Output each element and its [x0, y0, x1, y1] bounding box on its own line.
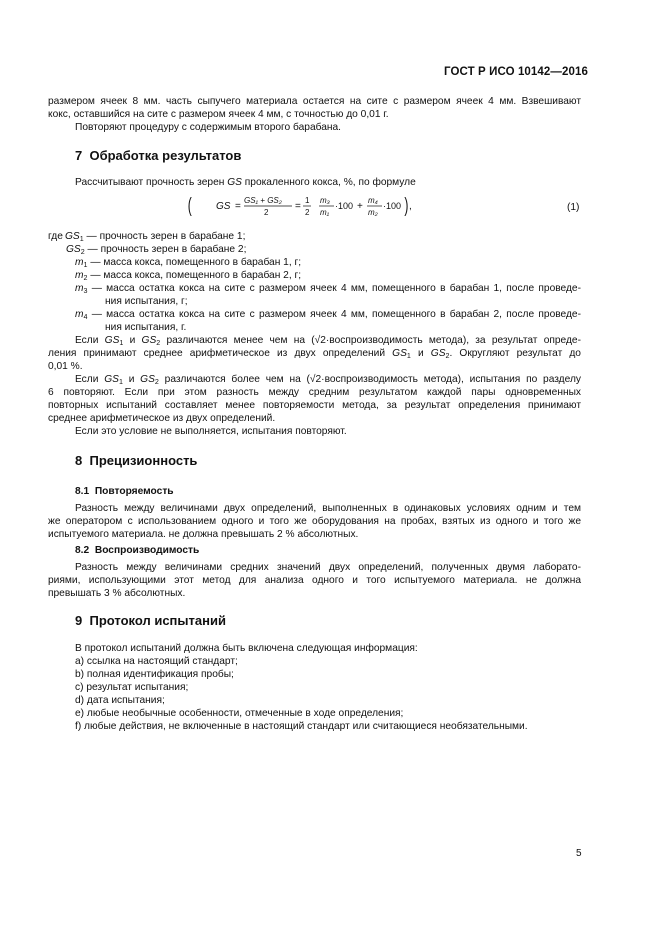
p2-gs: GS — [104, 374, 119, 385]
formula-half-den: 2 — [305, 208, 310, 217]
p1-text: ления принимают среднее арифметическое из двух определений — [48, 348, 386, 359]
s82-line-3: превышать 3 % абсолютных. — [48, 588, 186, 599]
formula-m2: m₂ — [368, 208, 378, 217]
section-8-heading — [75, 453, 197, 468]
list-item: c) результат испытания; — [75, 682, 189, 693]
p2-gs: GS — [140, 374, 155, 385]
def-m3 — [75, 282, 581, 295]
p2-text: Если — [75, 374, 99, 385]
def-m2 — [75, 269, 301, 282]
p1-text: различаются менее чем на ( — [166, 335, 315, 346]
def-text: — масса остатка кокса на сите с размером ячеек 4 мм, помещенного в барабан 2, после проведе- — [91, 309, 581, 320]
s82-line-2: риями, использующими этот метод для анализа одного и того испытуемого материала. не должна — [48, 575, 581, 586]
p2-sqrt: √2 — [309, 374, 322, 385]
def-symbol: GS — [65, 231, 80, 242]
formula-lhs: GS — [216, 201, 231, 212]
formula-m3: m₃ — [320, 196, 330, 205]
def-subscript: 1 — [83, 261, 88, 269]
def-symbol: m — [75, 257, 84, 268]
section-7-intro — [75, 176, 416, 189]
p2-line-1 — [75, 373, 581, 386]
p1-sqrt: √2 — [314, 335, 326, 346]
p2-text: ·воспроизводимость метода), испытания по разделу — [321, 374, 581, 385]
section-7-title: Обработка результатов — [89, 148, 242, 163]
def-subscript: 1 — [79, 235, 84, 243]
s81-line-2: же оператором с использованием одного и того же оборудования на пробах, взятых из одного и того же — [48, 516, 581, 527]
def-subscript: 4 — [83, 313, 88, 321]
formula-times-100b: ·100 — [383, 201, 402, 211]
p1-and: и — [129, 335, 136, 346]
formula-number: (1) — [567, 202, 580, 213]
p2-line-3: повторных испытаний составляет менее повторяемости метода, за результат определения принимают — [48, 400, 581, 411]
section-8-1-title: Повторяемость — [94, 486, 174, 497]
p2-and: и — [128, 374, 135, 385]
formula-frac1-num: GS₁ + GS₂ — [244, 196, 282, 205]
formula-eq: = — [235, 201, 241, 212]
list-item: b) полная идентификация пробы; — [75, 669, 234, 680]
list-item: d) дата испытания; — [75, 695, 165, 706]
def-m4-cont: ния испытания, г. — [105, 322, 187, 333]
p1-gs: GS — [430, 348, 446, 359]
s82-line-1: Разность между величинами средних значений двух определений, полученных двумя лаборато- — [75, 562, 581, 573]
def-symbol: m — [75, 270, 84, 281]
def-symbol: m — [75, 283, 84, 294]
def-text: — прочность зерен в барабане 2; — [87, 244, 247, 255]
p1-gs: GS — [141, 335, 157, 346]
left-paren: ( — [187, 195, 192, 217]
s81-line-3: испытуемого материала. не должна превышать 2 % абсолютных. — [48, 529, 359, 540]
standard-header: ГОСТ Р ИСО 10142—2016 — [444, 66, 589, 78]
def-symbol: GS — [66, 244, 81, 255]
def-text: — прочность зерен в барабане 1; — [86, 231, 246, 242]
section-7-heading — [75, 148, 241, 163]
section-8-2-title: Воспроизводимость — [94, 545, 200, 556]
s81-line-1: Разность между величинами двух определений, выполненных в одинаковых условиях одним и тем — [75, 503, 581, 514]
p2-sub2: 2 — [154, 378, 159, 386]
list-item: e) любые необычные особенности, отмеченные в ходе определения; — [75, 708, 404, 719]
section-8-title: Прецизионность — [89, 453, 198, 468]
section-9-heading — [75, 613, 226, 628]
def-subscript: 2 — [83, 274, 88, 282]
intro-line-2: кокс, оставшийся на сите с размером ячеек 4 мм, с точностью до 0,01 г. — [48, 109, 389, 120]
def-subscript: 3 — [83, 287, 88, 295]
p1-text: ·воспроизводимость метода), за результат опреде- — [325, 335, 581, 346]
p2-sub1: 1 — [118, 378, 123, 386]
p1-text: Если — [75, 335, 99, 346]
p1-sub2: 2 — [445, 352, 450, 360]
def-symbol: m — [75, 309, 84, 320]
p1-gs: GS — [104, 335, 120, 346]
def-gs2 — [66, 243, 246, 256]
p1-sub1: 1 — [119, 339, 124, 347]
p1-line-3: 0,01 %. — [48, 361, 83, 372]
formula-m4: m₄ — [368, 196, 378, 205]
def-text: — масса остатка кокса на сите с размером ячеек 4 мм, помещенного в барабан 1, после проведе- — [91, 283, 581, 294]
right-paren: ) — [404, 195, 409, 217]
section-9-title: Протокол испытаний — [89, 613, 226, 628]
list-item: a) ссылка на настоящий стандарт; — [75, 656, 238, 667]
formula-comma: , — [409, 201, 412, 212]
section-8-1-heading — [75, 486, 174, 497]
intro-text-before: Рассчитывают прочность зерен — [75, 177, 225, 188]
section-8-number: 8 — [75, 453, 83, 468]
def-m3-cont: ния испытания, г; — [105, 296, 188, 307]
p3: Если это условие не выполняется, испытания повторяют. — [75, 426, 347, 437]
section-9-number: 9 — [75, 613, 83, 628]
intro-var: GS — [227, 177, 242, 188]
p1-line-1 — [75, 334, 581, 347]
formula-eq2: = — [295, 201, 301, 212]
intro-line-1: размером ячеек 8 мм. часть сыпучего материала остается на сите с размером ячеек 4 мм. Взвешивают — [48, 96, 581, 107]
intro-line-3: Повторяют процедуру с содержимым второго барабана. — [75, 122, 342, 133]
section-8-2-number: 8.2 — [75, 545, 90, 556]
p2-text: различаются более чем на ( — [164, 374, 310, 385]
formula-frac1-den: 2 — [264, 208, 269, 217]
s9-intro: В протокол испытаний должна быть включена следующая информация: — [75, 643, 418, 654]
section-7-number: 7 — [75, 148, 83, 163]
formula-half-num: 1 — [305, 196, 310, 205]
page-number: 5 — [576, 848, 582, 859]
formula-m1: m₁ — [320, 208, 330, 217]
p1-and: и — [417, 348, 424, 359]
def-m1 — [75, 256, 301, 269]
def-gs1 — [65, 230, 245, 243]
p1-line-2: ления принимают среднее арифметическое из двух определений $GS_1$ и $GS_2$. Округляют результат до — [48, 348, 581, 360]
formula-times-100: ·100 — [335, 201, 354, 211]
p1-sub1: 1 — [406, 352, 411, 360]
p2-line-2: 6 повторяют. Если при этом разность между средним результатом каждой пары одновременных — [48, 387, 581, 398]
p1-gs: GS — [392, 348, 407, 359]
intro-text-after: прокаленного кокса, %, по формуле — [244, 177, 416, 188]
formula-plus: + — [357, 201, 363, 212]
p1-text: Округляют результат до — [459, 348, 581, 359]
def-subscript: 2 — [80, 248, 85, 256]
section-8-1-number: 8.1 — [75, 486, 90, 497]
def-text: — масса кокса, помещенного в барабан 2, г; — [90, 270, 302, 281]
def-text: — масса кокса, помещенного в барабан 1, г; — [90, 257, 302, 268]
def-m4 — [75, 308, 581, 321]
p2-line-4: среднее арифметическое из двух определений. — [48, 413, 276, 424]
section-8-2-heading — [75, 545, 199, 556]
list-item: f) любые действия, не включенные в настоящий стандарт или считающиеся необязательными. — [75, 721, 528, 732]
p1-sub2: 2 — [156, 339, 161, 347]
where-label: где — [48, 231, 63, 242]
